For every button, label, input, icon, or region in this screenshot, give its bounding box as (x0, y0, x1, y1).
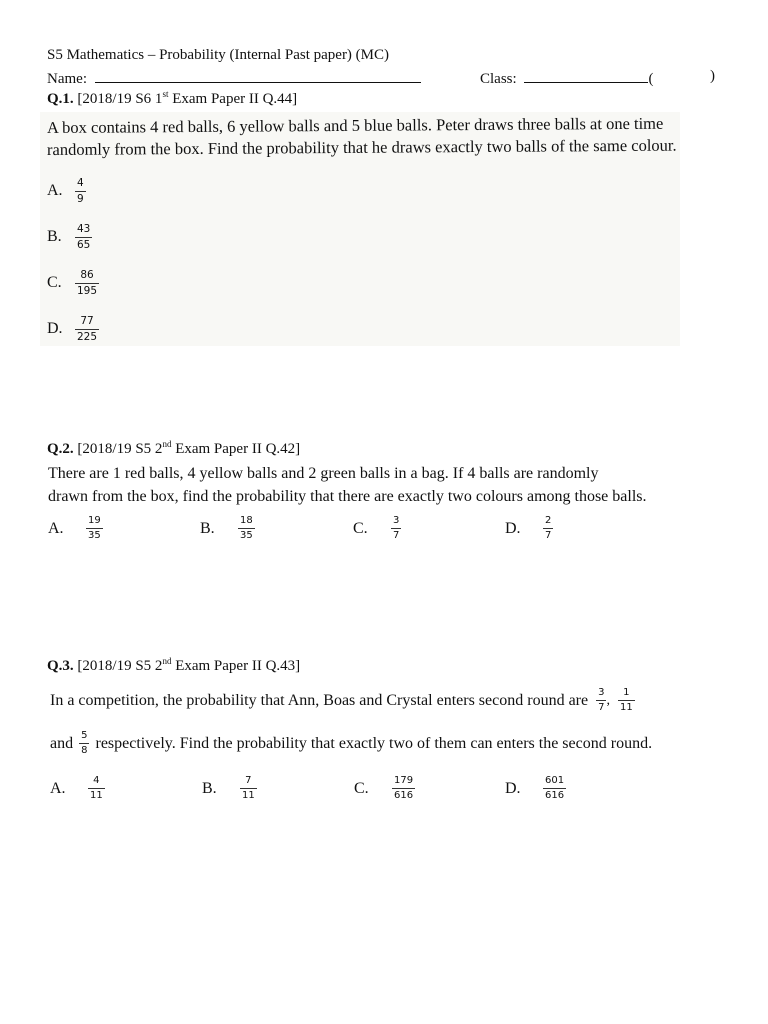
option-letter: A. (48, 519, 64, 537)
q3-stem-text: In a competition, the probability that Ann, Boas and Crystal enters second round are (50, 691, 589, 709)
q1-option-c[interactable] (47, 270, 99, 296)
q3-prob-ann: $\frac{3}{7}$ (598, 687, 605, 713)
q2-option-b[interactable] (200, 516, 255, 541)
option-letter: C. (47, 274, 62, 291)
q2-stem-line-2: drawn from the box, find the probability that there are exactly two colours among those balls. (48, 488, 647, 505)
q3-stem-line-1 (50, 688, 635, 713)
option-letter: C. (353, 519, 368, 537)
q3-source: [2018/19 S5 2nd Exam Paper II Q.43] (77, 656, 301, 674)
q3-number: Q.3. (47, 658, 74, 674)
class-blank[interactable] (524, 68, 648, 83)
q3-stem-and: and (50, 734, 74, 752)
option-fraction: $\frac{77}{225}$ (77, 315, 98, 343)
q2-stem-line-1: There are 1 red balls, 4 yellow balls and 2 green balls in a bag. If 4 balls are randomly (48, 465, 599, 482)
q1-source: [2018/19 S6 1st Exam Paper II Q.44] (77, 89, 298, 107)
q1-title (47, 91, 297, 108)
option-fraction: $\frac{4}{11}$ (90, 775, 103, 801)
option-letter: B. (47, 228, 62, 245)
option-fraction: $\frac{43}{65}$ (77, 223, 91, 251)
q3-option-c[interactable] (354, 776, 415, 801)
q2-title (47, 441, 300, 458)
option-fraction: $\frac{19}{35}$ (88, 515, 101, 541)
option-fraction: $\frac{18}{35}$ (240, 515, 253, 541)
q3-title (47, 658, 300, 675)
q3-option-a[interactable] (50, 776, 105, 801)
option-fraction: $\frac{4}{9}$ (77, 177, 84, 205)
q2-option-d[interactable] (505, 516, 553, 541)
q3-stem-line-2 (50, 731, 652, 756)
class-number-close-paren: ) (710, 68, 715, 84)
q2-option-a[interactable] (48, 516, 103, 541)
option-letter: B. (200, 519, 215, 537)
q3-prob-boas: $\frac{1}{11}$ (619, 687, 633, 713)
option-fraction: $\frac{7}{11}$ (242, 775, 255, 801)
q1-number: Q.1. (47, 91, 74, 107)
option-fraction: $\frac{601}{616}$ (545, 775, 565, 801)
option-letter: D. (47, 320, 63, 337)
class-label: Class: (480, 71, 517, 87)
option-letter: A. (50, 779, 66, 797)
q3-option-d[interactable] (505, 776, 566, 801)
q3-comma: , (606, 692, 610, 708)
option-letter: D. (505, 779, 521, 797)
q1-stem-line-1: A box contains 4 red balls, 6 yellow balls and 5 blue balls. Peter draws three balls at one time (46, 113, 664, 137)
option-letter: A. (47, 182, 63, 199)
q3-stem-rest: respectively. Find the probability that exactly two of them can enters the second round. (95, 734, 653, 752)
q3-prob-crystal: $\frac{5}{8}$ (81, 730, 88, 756)
name-row (47, 68, 421, 88)
q3-option-b[interactable] (202, 776, 257, 801)
document-title: S5 Mathematics – Probability (Internal Past paper) (MC) (47, 47, 390, 63)
option-fraction: $\frac{2}{7}$ (545, 515, 552, 541)
option-fraction: $\frac{86}{195}$ (77, 269, 98, 297)
name-blank[interactable] (95, 68, 421, 83)
option-fraction: $\frac{3}{7}$ (393, 515, 400, 541)
name-label: Name: (47, 71, 87, 87)
class-number-open-paren: ( (648, 71, 654, 87)
option-letter: D. (505, 519, 521, 537)
q1-option-a[interactable] (47, 178, 86, 204)
q2-option-c[interactable] (353, 516, 401, 541)
q1-option-d[interactable] (47, 316, 99, 342)
option-fraction: $\frac{179}{616}$ (394, 775, 414, 801)
option-letter: C. (354, 779, 369, 797)
class-row (480, 68, 653, 88)
q1-stem-line-2: randomly from the box. Find the probability that he draws exactly two balls of the same colour. (46, 135, 677, 159)
q2-number: Q.2. (47, 441, 74, 457)
q2-source: [2018/19 S5 2nd Exam Paper II Q.42] (77, 439, 301, 457)
q1-option-b[interactable] (47, 224, 92, 250)
option-letter: B. (202, 779, 217, 797)
